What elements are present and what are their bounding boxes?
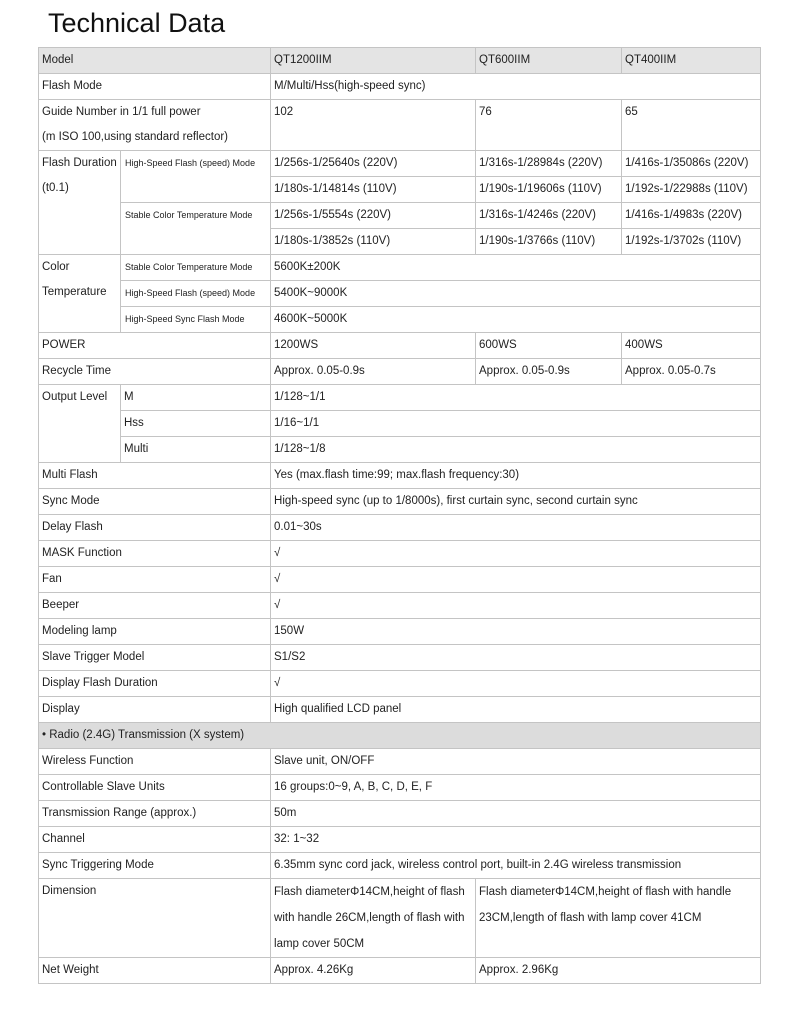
mode-label: Multi (121, 437, 271, 463)
row-value: Yes (max.flash time:99; max.flash frequency:30) (271, 463, 761, 489)
row-value: 0.01~30s (271, 515, 761, 541)
row-label (39, 151, 121, 255)
cell: 1200WS (271, 333, 476, 359)
cell: 1/180s-1/3852s (110V) (271, 229, 476, 255)
cell: Approx. 0.05-0.9s (476, 359, 622, 385)
cell: 5400K~9000K (271, 281, 761, 307)
row-value: S1/S2 (271, 645, 761, 671)
output-level-row (39, 385, 761, 411)
radio-rows (39, 749, 761, 879)
row-label: Guide Number in 1/1 full power (39, 100, 271, 126)
cell: 1/128~1/8 (271, 437, 761, 463)
cell: Approx. 2.96Kg (476, 958, 761, 984)
mode-label: High-Speed Sync Flash Mode (121, 307, 271, 333)
row-value: 150W (271, 619, 761, 645)
row-value: Slave unit, ON/OFF (271, 749, 761, 775)
table-row (39, 593, 761, 619)
table-row (39, 697, 761, 723)
mode-label: Stable Color Temperature Mode (121, 255, 271, 281)
row-label: Transmission Range (approx.) (39, 801, 271, 827)
table-row (39, 567, 761, 593)
flash-mode-row (39, 74, 761, 100)
row-label: POWER (39, 333, 271, 359)
row-value: √ (271, 541, 761, 567)
table-header-row (39, 48, 761, 74)
row-value: High qualified LCD panel (271, 697, 761, 723)
cell: Flash diameterΦ14CM,height of flash with handle 23CM,length of flash with lamp cover 41CM (476, 879, 761, 958)
model-qt1200: QT1200IIM (271, 48, 476, 74)
cell: Approx. 4.26Kg (271, 958, 476, 984)
model-qt600: QT600IIM (476, 48, 622, 74)
row-value: 6.35mm sync cord jack, wireless control port, built-in 2.4G wireless transmission (271, 853, 761, 879)
recycle-row (39, 359, 761, 385)
row-value: 32: 1~32 (271, 827, 761, 853)
cell: 1/316s-1/28984s (220V) (476, 151, 622, 177)
cell: Flash diameterΦ14CM,height of flash with handle 26CM,length of flash with lamp cover 50CM (271, 879, 476, 958)
dimension-row (39, 879, 761, 958)
row-label: Flash Mode (39, 74, 271, 100)
row-label: MASK Function (39, 541, 271, 567)
net-weight-row (39, 958, 761, 984)
cell: 1/256s-1/5554s (220V) (271, 203, 476, 229)
row-label: Controllable Slave Units (39, 775, 271, 801)
model-header: Model (39, 48, 271, 74)
row-value: M/Multi/Hss(high-speed sync) (271, 74, 761, 100)
technical-data-table (38, 47, 761, 984)
color-temp-row (39, 281, 761, 307)
simple-rows (39, 463, 761, 723)
model-qt400: QT400IIM (622, 48, 761, 74)
cell: 1/128~1/1 (271, 385, 761, 411)
cell: 1/192s-1/22988s (110V) (622, 177, 761, 203)
row-label: Dimension (39, 879, 271, 958)
flash-duration-sub: (t0.1) (42, 182, 69, 194)
row-label: Delay Flash (39, 515, 271, 541)
radio-section-row (39, 723, 761, 749)
row-label: Wireless Function (39, 749, 271, 775)
table-row (39, 827, 761, 853)
guide-qt1200: 102 (271, 100, 476, 151)
table-row (39, 489, 761, 515)
output-level-row (39, 411, 761, 437)
flash-duration-row (39, 203, 761, 229)
cell: 5600K±200K (271, 255, 761, 281)
row-value: 16 groups:0~9, A, B, C, D, E, F (271, 775, 761, 801)
table-row (39, 853, 761, 879)
row-value: √ (271, 593, 761, 619)
color-temp-row (39, 255, 761, 281)
row-label (39, 255, 121, 333)
cell: 400WS (622, 333, 761, 359)
flash-duration-label: Flash Duration (42, 157, 117, 169)
guide-qt400: 65 (622, 100, 761, 151)
cell: 1/180s-1/14814s (110V) (271, 177, 476, 203)
row-label: Net Weight (39, 958, 271, 984)
mode-label: Stable Color Temperature Mode (121, 203, 271, 255)
table-row (39, 801, 761, 827)
cell: 1/16~1/1 (271, 411, 761, 437)
row-label: Multi Flash (39, 463, 271, 489)
table-row (39, 749, 761, 775)
page-title: Technical Data (48, 8, 226, 38)
guide-qt600: 76 (476, 100, 622, 151)
table-row (39, 645, 761, 671)
cell: 1/416s-1/35086s (220V) (622, 151, 761, 177)
power-row (39, 333, 761, 359)
cell: Approx. 0.05-0.7s (622, 359, 761, 385)
table-row (39, 463, 761, 489)
table-row (39, 515, 761, 541)
section-heading: • Radio (2.4G) Transmission (X system) (39, 723, 761, 749)
guide-number-row (39, 100, 761, 126)
row-label: Channel (39, 827, 271, 853)
row-label: Slave Trigger Model (39, 645, 271, 671)
row-label: Beeper (39, 593, 271, 619)
table-row (39, 775, 761, 801)
row-label-sub: (m ISO 100,using standard reflector) (39, 125, 271, 151)
row-label: Recycle Time (39, 359, 271, 385)
cell: 1/190s-1/19606s (110V) (476, 177, 622, 203)
row-label: Fan (39, 567, 271, 593)
cell: 1/256s-1/25640s (220V) (271, 151, 476, 177)
flash-duration-row (39, 151, 761, 177)
row-label: Display (39, 697, 271, 723)
cell: 1/192s-1/3702s (110V) (622, 229, 761, 255)
row-value: 50m (271, 801, 761, 827)
row-value: High-speed sync (up to 1/8000s), first curtain sync, second curtain sync (271, 489, 761, 515)
row-label: Output Level (39, 385, 121, 463)
cell: 600WS (476, 333, 622, 359)
cell: 1/316s-1/4246s (220V) (476, 203, 622, 229)
color-temp-row (39, 307, 761, 333)
color-temp-label-2: Temperature (42, 286, 107, 298)
row-label: Sync Mode (39, 489, 271, 515)
mode-label: High-Speed Flash (speed) Mode (121, 281, 271, 307)
row-label: Sync Triggering Mode (39, 853, 271, 879)
table-row (39, 541, 761, 567)
mode-label: M (121, 385, 271, 411)
cell: 4600K~5000K (271, 307, 761, 333)
table-row (39, 619, 761, 645)
row-label: Modeling lamp (39, 619, 271, 645)
table-row (39, 671, 761, 697)
cell: 1/416s-1/4983s (220V) (622, 203, 761, 229)
cell: 1/190s-1/3766s (110V) (476, 229, 622, 255)
mode-label: Hss (121, 411, 271, 437)
row-value: √ (271, 567, 761, 593)
mode-label: High-Speed Flash (speed) Mode (121, 151, 271, 203)
color-temp-label: Color (42, 261, 70, 273)
row-value: √ (271, 671, 761, 697)
row-label: Display Flash Duration (39, 671, 271, 697)
cell: Approx. 0.05-0.9s (271, 359, 476, 385)
output-level-row (39, 437, 761, 463)
